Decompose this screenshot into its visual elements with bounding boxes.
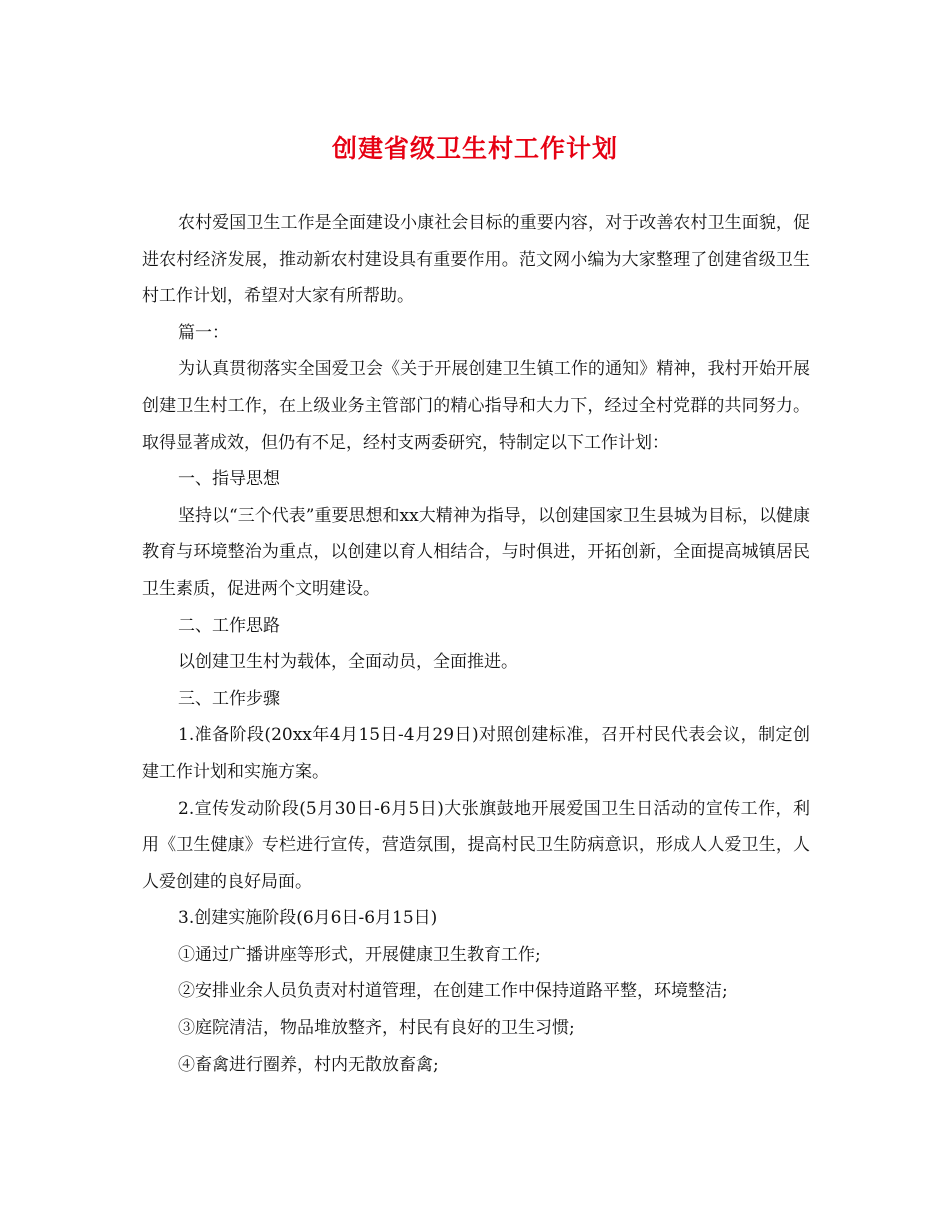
paragraph-part-one-label: 篇一：: [178, 322, 229, 343]
heading-work-steps: 三、工作步骤: [178, 688, 280, 709]
document-body: [142, 205, 810, 1083]
list-item-courtyard-cleaning: ③庭院清洁，物品堆放整齐，村民有良好的卫生习惯;: [178, 1018, 575, 1039]
heading-work-approach: 二、工作思路: [178, 615, 280, 636]
paragraph-background: 为认真贯彻落实全国爱卫会《关于开展创建卫生镇工作的通知》精神，我村开始开展创建卫生村工作，在上级业务主管部门的精心指导和大力下，经过全村党群的共同努力。取得显著成效，但仍有不足，经村支两委研究，特制定以下工作计划：: [142, 359, 810, 453]
list-item-livestock: ④畜禽进行圈养，村内无散放畜禽;: [178, 1054, 439, 1075]
heading-guiding-ideology: 一、指导思想: [178, 469, 280, 490]
document-title: 创建省级卫生村工作计划: [331, 134, 618, 163]
list-item-road-management: ②安排业余人员负责对村道管理，在创建工作中保持道路平整，环境整洁;: [178, 981, 728, 1002]
paragraph-guiding-ideology: 坚持以“三个代表”重要思想和xx大精神为指导，以创建国家卫生县城为目标，以健康教育与环境整治为重点，以创建以育人相结合，与时俱进，开拓创新，全面提高城镇居民卫生素质，促进两个文明建设。: [142, 505, 810, 599]
list-item-health-education: ①通过广播讲座等形式，开展健康卫生教育工作;: [178, 944, 541, 965]
paragraph-work-approach: 以创建卫生村为载体，全面动员，全面推进。: [178, 652, 518, 673]
paragraph-step-implementation: 3.创建实施阶段(6月6日-6月15日): [178, 908, 438, 929]
paragraph-step-preparation: 1.准备阶段(20xx年4月15日-4月29日)对照创建标准，召开村民代表会议，制定创建工作计划和实施方案。: [142, 725, 810, 782]
paragraph-intro: 农村爱国卫生工作是全面建设小康社会目标的重要内容，对于改善农村卫生面貌，促进农村经济发展，推动新农村建设具有重要作用。范文网小编为大家整理了创建省级卫生村工作计划，希望对大家有所帮助。: [142, 213, 810, 307]
paragraph-step-publicity: 2.宣传发动阶段(5月30日-6月5日)大张旗鼓地开展爱国卫生日活动的宣传工作，利用《卫生健康》专栏进行宣传，营造氛围，提高村民卫生防病意识，形成人人爱卫生，人人爱创建的良好局面。: [142, 798, 810, 892]
